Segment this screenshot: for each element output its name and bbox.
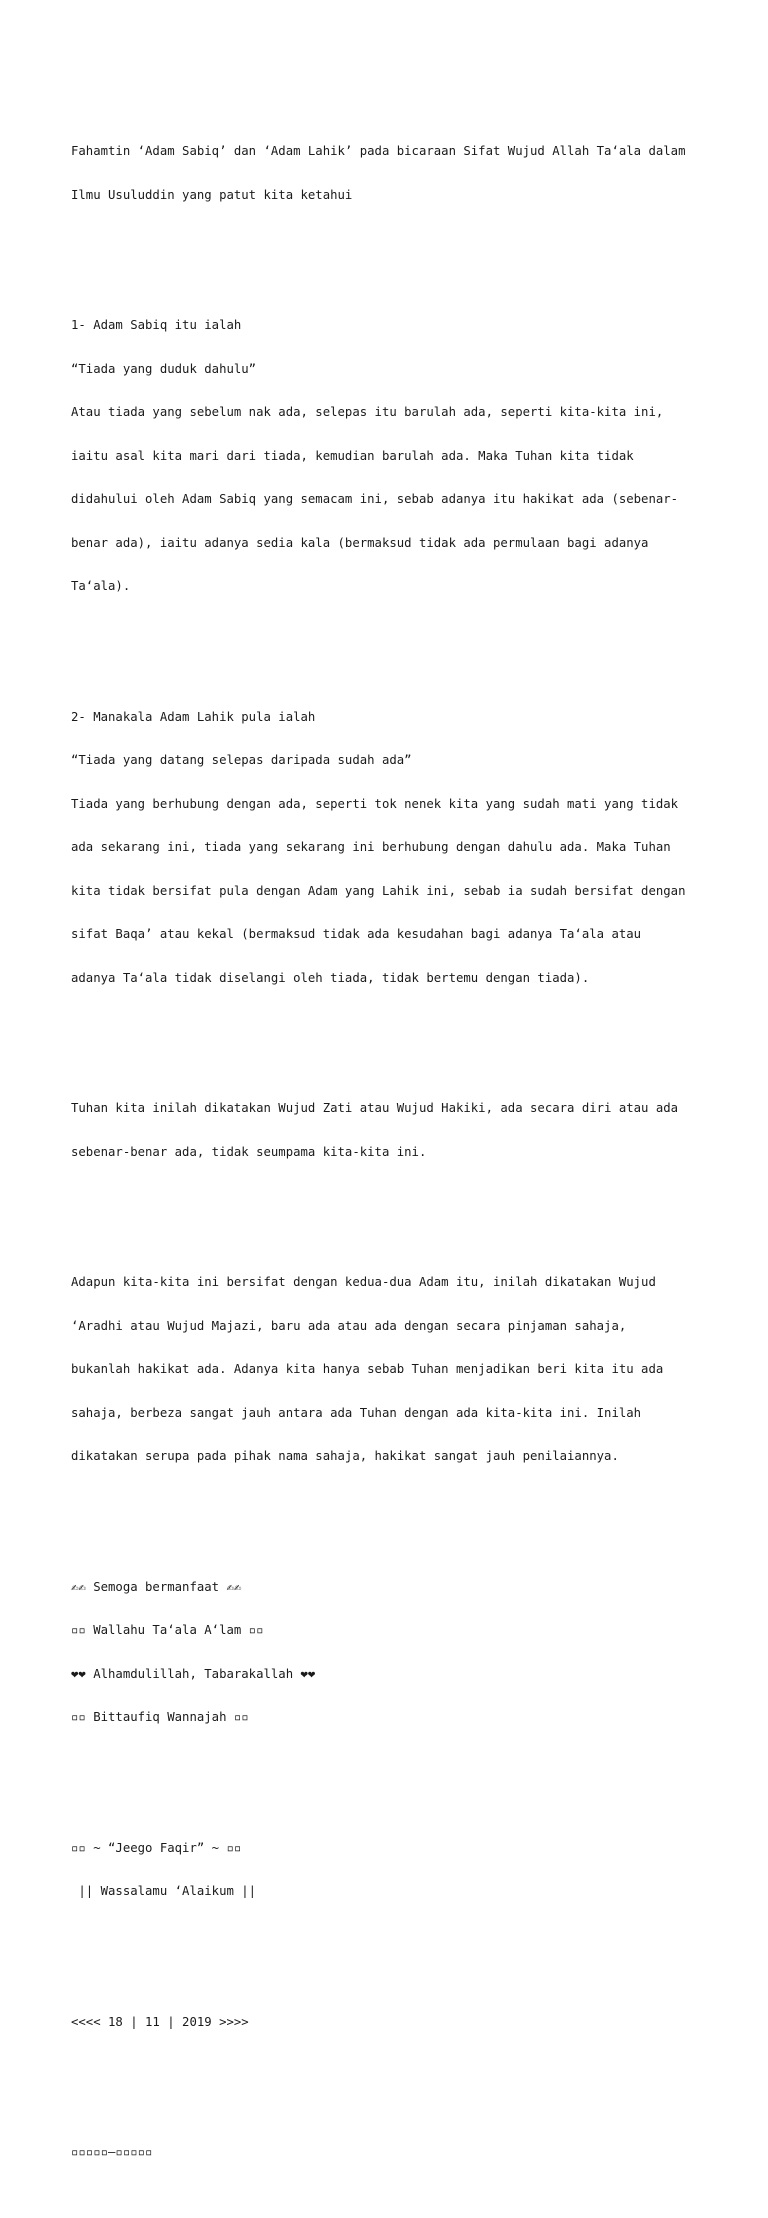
signature-line: || Wassalamu ‘Alaikum || <box>71 1884 257 1898</box>
document-body <box>71 86 711 2218</box>
body-line: sahaja, berbeza sangat jauh antara ada Tuhan dengan ada kita-kita ini. Inilah <box>71 1405 642 1420</box>
divider-block <box>71 2116 711 2189</box>
document-title <box>71 115 711 231</box>
body-line: Tiada yang berhubung dengan ada, seperti tok nenek kita yang sudah mati yang tidak <box>71 796 679 811</box>
section-quote: “Tiada yang duduk dahulu” <box>71 361 257 376</box>
section-wujud-majazi <box>71 1246 711 1493</box>
body-line: Tuhan kita inilah dikatakan Wujud Zati atau Wujud Hakiki, ada secara diri atau ada <box>71 1101 679 1115</box>
section-heading: 1- Adam Sabiq itu ialah <box>71 318 242 332</box>
signature-block <box>71 1812 711 1928</box>
body-line: sebenar-benar ada, tidak seumpama kita-kita ini. <box>71 1144 427 1159</box>
body-line: adanya Ta‘ala tidak diselangi oleh tiada, tidak bertemu dengan tiada). <box>71 970 590 985</box>
section-heading: 2- Manakala Adam Lahik pula ialah <box>71 709 316 724</box>
date-block <box>71 1986 711 2059</box>
body-line: benar ada), iaitu adanya sedia kala (bermaksud tidak ada permulaan bagi adanya <box>71 535 649 550</box>
closing-line: ▫▫ Bittaufiq Wannajah ▫▫ <box>71 1710 249 1724</box>
body-line: bukanlah hakikat ada. Adanya kita hanya sebab Tuhan menjadikan beri kita itu ada <box>71 1362 664 1376</box>
body-line: iaitu asal kita mari dari tiada, kemudian barulah ada. Maka Tuhan kita tidak <box>71 448 634 463</box>
closing-blessings <box>71 1551 711 1754</box>
title-line: Fahamtin ‘Adam Sabiq’ dan ‘Adam Lahik’ pada bicaraan Sifat Wujud Allah Ta‘ala dalam <box>71 144 686 158</box>
date-line: <<<< 18 | 11 | 2019 >>>> <box>71 2014 249 2029</box>
title-line: Ilmu Usuluddin yang patut kita ketahui <box>71 187 353 202</box>
body-line: kita tidak bersifat pula dengan Adam yang Lahik ini, sebab ia sudah bersifat dengan <box>71 883 686 898</box>
divider-line: ▫▫▫▫▫—▫▫▫▫▫ <box>71 2145 153 2159</box>
body-line: ‘Aradhi atau Wujud Majazi, baru ada atau ada dengan secara pinjaman sahaja, <box>71 1318 627 1333</box>
body-line: didahului oleh Adam Sabiq yang semacam ini, sebab adanya itu hakikat ada (sebenar- <box>71 492 679 506</box>
body-line: Adapun kita-kita ini bersifat dengan kedua-dua Adam itu, inilah dikatakan Wujud <box>71 1275 656 1289</box>
body-line: Atau tiada yang sebelum nak ada, selepas itu barulah ada, seperti kita-kita ini, <box>71 405 664 419</box>
section-wujud-hakiki <box>71 1072 711 1188</box>
section-quote: “Tiada yang datang selepas daripada sudah ada” <box>71 753 412 767</box>
section-adam-lahik <box>71 681 711 1015</box>
closing-line: ▫▫ Wallahu Ta‘ala A‘lam ▫▫ <box>71 1623 264 1637</box>
closing-line: ✍✍ Semoga bermanfaat ✍✍ <box>71 1579 242 1594</box>
section-adam-sabiq <box>71 289 711 623</box>
body-line: Ta‘ala). <box>71 579 131 593</box>
signature-line: ▫▫ ~ “Jeego Faqir” ~ ▫▫ <box>71 1840 242 1855</box>
body-line: sifat Baqa’ atau kekal (bermaksud tidak ada kesudahan bagi adanya Ta‘ala atau <box>71 927 642 941</box>
closing-line: ❤❤ Alhamdulillah, Tabarakallah ❤❤ <box>71 1666 316 1681</box>
body-line: ada sekarang ini, tiada yang sekarang ini berhubung dengan dahulu ada. Maka Tuhan <box>71 840 671 854</box>
body-line: dikatakan serupa pada pihak nama sahaja, hakikat sangat jauh penilaiannya. <box>71 1449 619 1463</box>
